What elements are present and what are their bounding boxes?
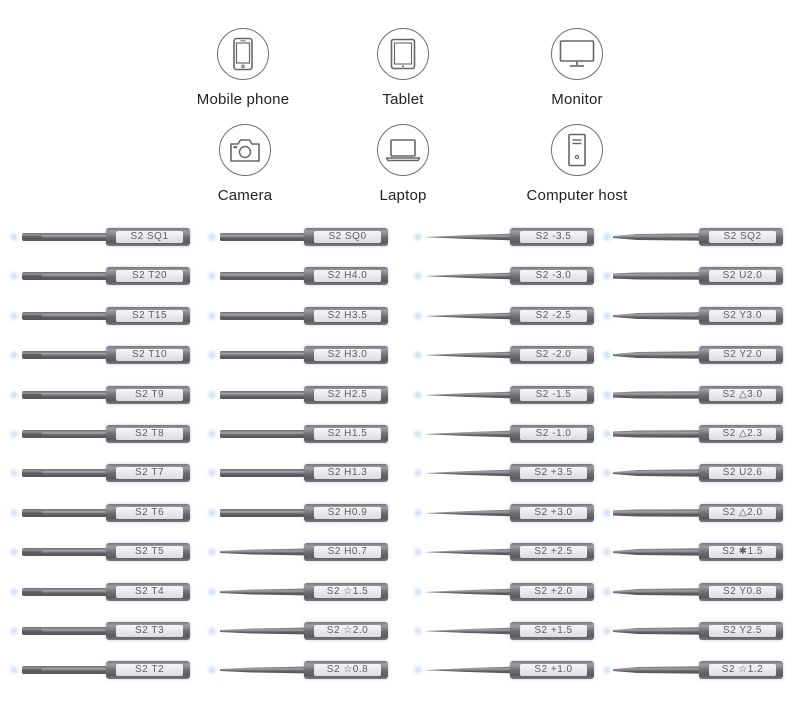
laptop-icon — [385, 138, 421, 162]
bit-size-label: S2 H0.7 — [314, 546, 381, 558]
bit-size-label: S2 △3.0 — [709, 389, 776, 401]
screwdriver-bit — [418, 541, 593, 563]
bit-size-label: S2 T8 — [116, 428, 183, 440]
screwdriver-bit — [14, 620, 189, 642]
tablet-icon-ring — [377, 28, 429, 80]
screwdriver-bit — [607, 620, 782, 642]
bit-hex-shank — [106, 267, 190, 285]
bit-hex-shank — [510, 228, 594, 246]
bit-hex-shank — [510, 504, 594, 522]
bit-hex-shank — [510, 583, 594, 601]
bit-size-label: S2 U2.0 — [709, 270, 776, 282]
bit-hex-shank — [304, 267, 388, 285]
bit-shaft — [212, 423, 312, 445]
bit-shaft — [14, 541, 114, 563]
computer-host-icon-ring — [551, 124, 603, 176]
bit-hex-shank — [106, 543, 190, 561]
bit-size-label: S2 -3.0 — [520, 270, 587, 282]
bit-hex-shank — [106, 425, 190, 443]
screwdriver-bit — [14, 581, 189, 603]
screwdriver-bit — [14, 423, 189, 445]
screwdriver-bit — [607, 581, 782, 603]
bit-shaft — [14, 581, 114, 603]
screwdriver-bit — [607, 265, 782, 287]
device-mobile-phone — [158, 28, 328, 108]
screwdriver-bit — [212, 423, 387, 445]
bit-size-label: S2 T2 — [116, 664, 183, 676]
bit-size-label: S2 T9 — [116, 389, 183, 401]
bit-shaft — [14, 620, 114, 642]
screwdriver-bit — [14, 265, 189, 287]
bit-shaft — [607, 344, 707, 366]
bit-hex-shank — [510, 346, 594, 364]
bit-hex-shank — [510, 622, 594, 640]
bit-hex-shank — [304, 386, 388, 404]
bit-hex-shank — [699, 661, 783, 679]
bit-shaft — [14, 344, 114, 366]
screwdriver-bit — [212, 620, 387, 642]
bit-size-label: S2 U2.6 — [709, 467, 776, 479]
bit-size-label: S2 +3.0 — [520, 507, 587, 519]
bit-hex-shank — [699, 622, 783, 640]
bit-shaft — [212, 502, 312, 524]
mobile-phone-icon-ring — [217, 28, 269, 80]
bit-size-label: S2 T20 — [116, 270, 183, 282]
bit-hex-shank — [510, 307, 594, 325]
bit-size-label: S2 T3 — [116, 625, 183, 637]
screwdriver-bit — [607, 462, 782, 484]
device-label: Laptop — [379, 187, 427, 204]
screwdriver-bit — [607, 502, 782, 524]
bit-size-label: S2 ☆1.2 — [709, 664, 776, 676]
bit-shaft — [212, 226, 312, 248]
bit-hex-shank — [699, 228, 783, 246]
bit-size-label: S2 T7 — [116, 467, 183, 479]
screwdriver-bit — [607, 344, 782, 366]
bit-size-label: S2 +2.0 — [520, 586, 587, 598]
bit-hex-shank — [699, 307, 783, 325]
bit-shaft — [418, 620, 518, 642]
device-monitor — [492, 28, 662, 108]
bit-hex-shank — [699, 464, 783, 482]
bit-size-label: S2 ☆2.0 — [314, 625, 381, 637]
bit-shaft — [607, 305, 707, 327]
bit-shaft — [14, 423, 114, 445]
laptop-icon-ring — [377, 124, 429, 176]
screwdriver-bit — [418, 226, 593, 248]
bit-size-label: S2 ✱1.5 — [709, 546, 776, 558]
device-camera — [160, 124, 330, 204]
bit-shaft — [212, 265, 312, 287]
bit-hex-shank — [304, 464, 388, 482]
screwdriver-bit — [212, 659, 387, 681]
bit-size-label: S2 H1.3 — [314, 467, 381, 479]
device-tablet — [318, 28, 488, 108]
bit-hex-shank — [304, 543, 388, 561]
bit-size-label: S2 +2.5 — [520, 546, 587, 558]
screwdriver-bit — [212, 265, 387, 287]
camera-icon — [229, 137, 261, 163]
bit-size-label: S2 H2.5 — [314, 389, 381, 401]
bit-shaft — [14, 462, 114, 484]
bit-shaft — [212, 659, 312, 681]
bit-shaft — [418, 265, 518, 287]
bit-size-label: S2 Y3.0 — [709, 310, 776, 322]
screwdriver-bit — [14, 226, 189, 248]
bit-size-label: S2 T5 — [116, 546, 183, 558]
screwdriver-bit — [418, 620, 593, 642]
bit-hex-shank — [106, 386, 190, 404]
bit-size-label: S2 T4 — [116, 586, 183, 598]
monitor-icon — [559, 39, 595, 69]
screwdriver-bits-grid — [0, 226, 800, 712]
bit-shaft — [418, 462, 518, 484]
bit-shaft — [212, 305, 312, 327]
bit-shaft — [418, 344, 518, 366]
device-label: Camera — [217, 187, 273, 204]
bit-size-label: S2 H3.5 — [314, 310, 381, 322]
screwdriver-bit — [418, 305, 593, 327]
bit-size-label: S2 H4.0 — [314, 270, 381, 282]
screwdriver-bit — [14, 462, 189, 484]
screwdriver-bit — [607, 423, 782, 445]
screwdriver-bit — [607, 226, 782, 248]
bit-shaft — [212, 620, 312, 642]
bit-shaft — [14, 226, 114, 248]
bit-shaft — [418, 502, 518, 524]
screwdriver-bit — [14, 384, 189, 406]
bit-hex-shank — [106, 504, 190, 522]
bit-shaft — [14, 265, 114, 287]
bit-size-label: S2 SQ0 — [314, 231, 381, 243]
device-label: Monitor — [551, 91, 603, 108]
bit-shaft — [14, 502, 114, 524]
bit-shaft — [418, 581, 518, 603]
bit-hex-shank — [304, 425, 388, 443]
bit-hex-shank — [699, 504, 783, 522]
screwdriver-bit — [212, 541, 387, 563]
bit-size-label: S2 ☆1.5 — [314, 586, 381, 598]
bit-shaft — [418, 384, 518, 406]
bit-hex-shank — [106, 661, 190, 679]
bit-shaft — [14, 659, 114, 681]
bit-size-label: S2 SQ1 — [116, 231, 183, 243]
bit-shaft — [418, 423, 518, 445]
screwdriver-bit — [212, 384, 387, 406]
screwdriver-bit — [14, 344, 189, 366]
screwdriver-bit — [212, 462, 387, 484]
monitor-icon-ring — [551, 28, 603, 80]
bit-size-label: S2 +1.0 — [520, 664, 587, 676]
screwdriver-bit — [14, 541, 189, 563]
bit-size-label: S2 T10 — [116, 349, 183, 361]
bit-hex-shank — [699, 346, 783, 364]
bit-shaft — [607, 384, 707, 406]
bit-hex-shank — [106, 622, 190, 640]
screwdriver-bit — [418, 659, 593, 681]
bit-hex-shank — [510, 464, 594, 482]
screwdriver-bit — [607, 541, 782, 563]
bit-shaft — [607, 226, 707, 248]
bit-size-label: S2 -2.0 — [520, 349, 587, 361]
screwdriver-bit — [418, 581, 593, 603]
camera-icon-ring — [219, 124, 271, 176]
bit-size-label: S2 SQ2 — [709, 231, 776, 243]
device-computer-host — [492, 124, 662, 204]
compatible-devices — [0, 0, 800, 215]
device-label: Tablet — [382, 91, 424, 108]
bit-shaft — [14, 305, 114, 327]
bit-shaft — [607, 265, 707, 287]
bit-size-label: S2 T6 — [116, 507, 183, 519]
device-laptop — [318, 124, 488, 204]
screwdriver-bit — [212, 581, 387, 603]
bit-shaft — [212, 541, 312, 563]
bit-size-label: S2 -3.5 — [520, 231, 587, 243]
screwdriver-bit — [212, 226, 387, 248]
bit-size-label: S2 Y2.0 — [709, 349, 776, 361]
screwdriver-bit — [14, 305, 189, 327]
screwdriver-bit — [212, 305, 387, 327]
bit-hex-shank — [510, 267, 594, 285]
bit-size-label: S2 +3.5 — [520, 467, 587, 479]
bit-hex-shank — [304, 504, 388, 522]
bit-hex-shank — [106, 307, 190, 325]
bit-hex-shank — [699, 425, 783, 443]
mobile-phone-icon — [231, 37, 255, 71]
bit-hex-shank — [304, 307, 388, 325]
bit-hex-shank — [304, 583, 388, 601]
bit-shaft — [14, 384, 114, 406]
bit-hex-shank — [304, 346, 388, 364]
bit-shaft — [212, 344, 312, 366]
screwdriver-bit — [607, 384, 782, 406]
bit-shaft — [607, 423, 707, 445]
bit-shaft — [607, 541, 707, 563]
bit-size-label: S2 -1.0 — [520, 428, 587, 440]
bit-hex-shank — [699, 583, 783, 601]
bit-shaft — [607, 659, 707, 681]
bit-size-label: S2 T15 — [116, 310, 183, 322]
screwdriver-bit — [418, 265, 593, 287]
bit-hex-shank — [106, 228, 190, 246]
bit-hex-shank — [510, 661, 594, 679]
bit-shaft — [212, 462, 312, 484]
screwdriver-bit — [607, 305, 782, 327]
bit-size-label: S2 △2.3 — [709, 428, 776, 440]
device-label: Mobile phone — [196, 91, 290, 108]
bit-hex-shank — [699, 386, 783, 404]
bit-shaft — [418, 659, 518, 681]
bit-hex-shank — [510, 425, 594, 443]
bit-hex-shank — [106, 583, 190, 601]
bit-shaft — [212, 384, 312, 406]
bit-size-label: S2 -1.5 — [520, 389, 587, 401]
bit-size-label: S2 H1.5 — [314, 428, 381, 440]
bit-hex-shank — [510, 386, 594, 404]
bit-shaft — [607, 581, 707, 603]
device-label: Computer host — [526, 187, 628, 204]
screwdriver-bit — [212, 344, 387, 366]
screwdriver-bit — [212, 502, 387, 524]
bit-size-label: S2 Y2.5 — [709, 625, 776, 637]
bit-hex-shank — [304, 228, 388, 246]
bit-hex-shank — [304, 661, 388, 679]
screwdriver-bit — [418, 384, 593, 406]
bit-shaft — [418, 541, 518, 563]
screwdriver-bit — [607, 659, 782, 681]
bit-size-label: S2 -2.5 — [520, 310, 587, 322]
bit-shaft — [212, 581, 312, 603]
bit-size-label: S2 ☆0.8 — [314, 664, 381, 676]
screwdriver-bit — [14, 502, 189, 524]
bit-shaft — [607, 462, 707, 484]
bit-hex-shank — [510, 543, 594, 561]
screwdriver-bit — [418, 502, 593, 524]
bit-hex-shank — [106, 346, 190, 364]
bit-hex-shank — [106, 464, 190, 482]
screwdriver-bit — [418, 423, 593, 445]
bit-shaft — [418, 226, 518, 248]
bit-shaft — [607, 502, 707, 524]
bit-hex-shank — [699, 543, 783, 561]
bit-shaft — [607, 620, 707, 642]
bit-size-label: S2 △2.0 — [709, 507, 776, 519]
bit-hex-shank — [304, 622, 388, 640]
bit-shaft — [418, 305, 518, 327]
tablet-icon — [390, 38, 416, 70]
screwdriver-bit — [14, 659, 189, 681]
screwdriver-bit — [418, 344, 593, 366]
computer-host-icon — [566, 133, 588, 167]
screwdriver-bit — [418, 462, 593, 484]
bit-size-label: S2 H0.9 — [314, 507, 381, 519]
bit-size-label: S2 Y0.8 — [709, 586, 776, 598]
bit-size-label: S2 H3.0 — [314, 349, 381, 361]
bit-hex-shank — [699, 267, 783, 285]
bit-size-label: S2 +1.5 — [520, 625, 587, 637]
